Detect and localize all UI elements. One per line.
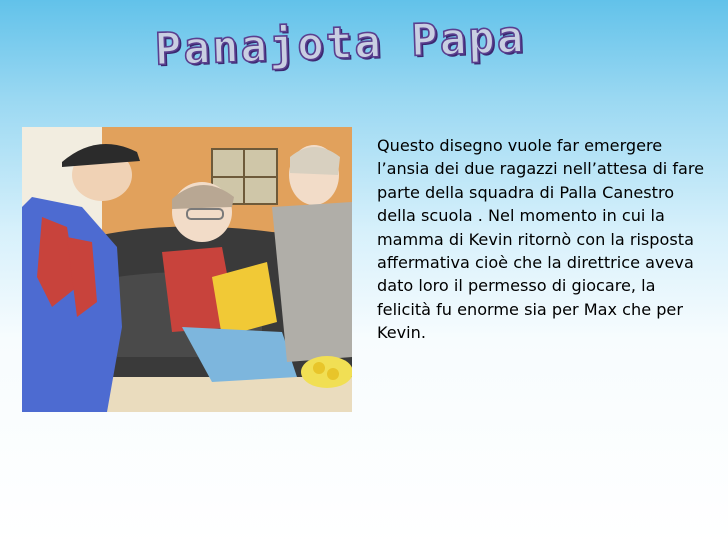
- drawing-basket: [301, 356, 352, 388]
- drawing-illustration: [22, 127, 352, 412]
- description-text: Questo disegno vuole far emergere l’ansia dei due ragazzi nell’attesa di fare parte della squadra di Palla Canestro della scuola . Nel momento in cui la mamma di Kevin ritornò con la risposta affermativa cioè che la direttrice aveva dato loro il permesso di giocare, la felicità fu enorme sia per Max che per Kevin.: [377, 136, 705, 343]
- slide-title: Panajota Papa: [154, 11, 526, 76]
- crayon-drawing: [22, 127, 352, 412]
